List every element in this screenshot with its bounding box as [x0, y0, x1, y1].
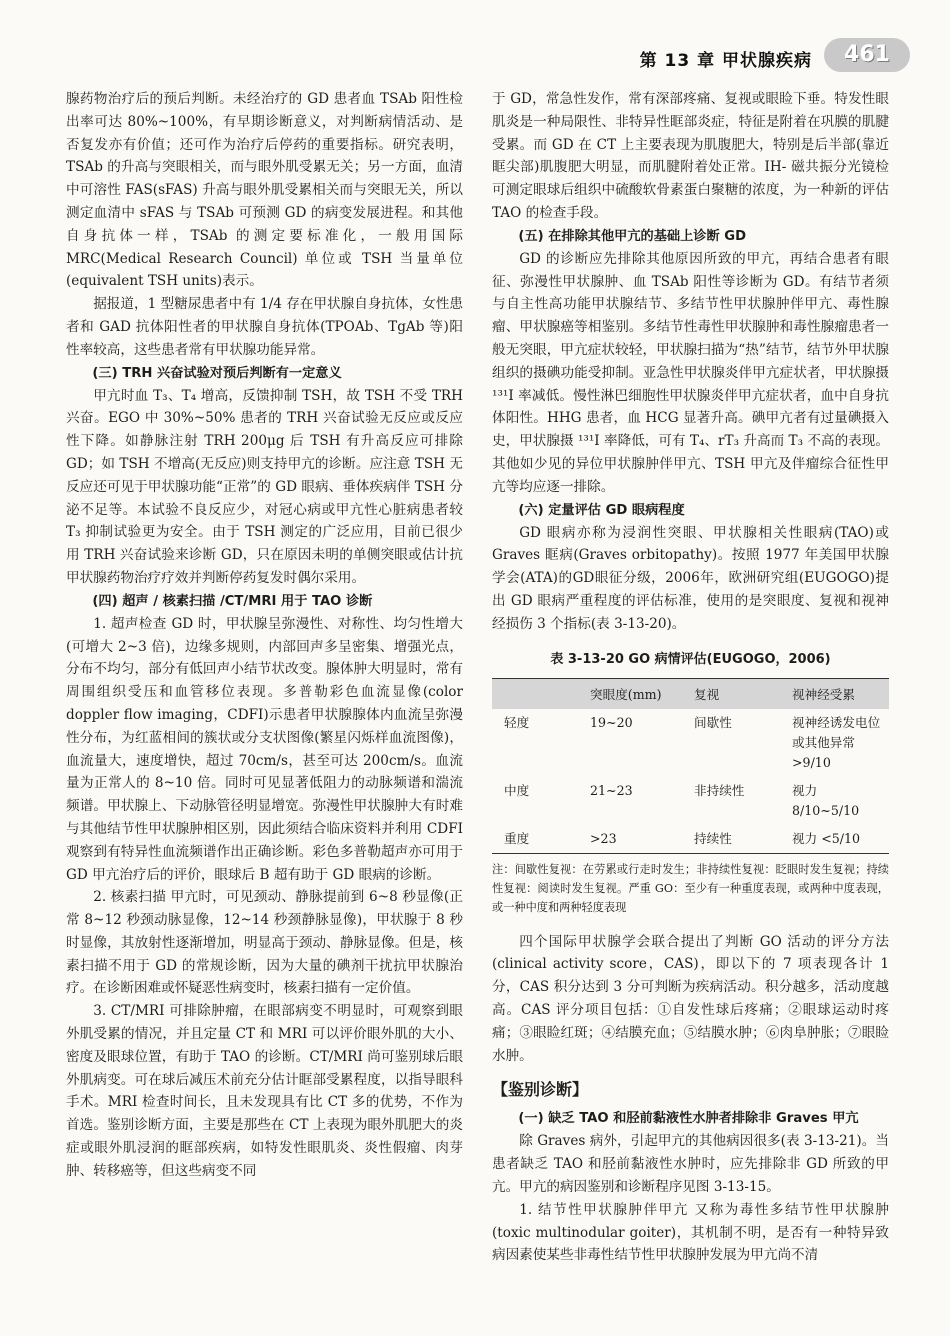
table-cell: 19~20: [590, 714, 633, 730]
left-column: [66, 88, 463, 1183]
table-cell: 轻度: [504, 714, 530, 730]
table-cell: >23: [586, 825, 690, 854]
table-cell: 非持续性: [694, 782, 745, 798]
paragraph: GD 的诊断应先排除其他原因所致的甲亢，再结合患者有眼征、弥漫性甲状腺肿、血 TSAb 阳性等诊断为 GD。有结节者须与自主性高功能甲状腺结节、多结节性甲状腺肿伴甲亢、毒性腺瘤、甲状腺癌等相鉴别。多结节性毒性甲状腺肿和毒性腺瘤患者一般无突眼，甲亢症状较轻，甲状腺扫描为“热”结节，结节外甲状腺组织的摄碘功能受抑制。亚急性甲状腺炎伴甲亢症状者，甲状腺摄 ¹³¹I 率减低。慢性淋巴细胞性甲状腺炎伴甲亢症状者，血中自身抗体阳性。HHG 患者，血 HCG 显著升高。碘甲亢者有过量碘摄入史，甲状腺摄 ¹³¹I 率降低，可有 T₄、rT₃ 升高而 T₃ 不高的表现。其他如少见的异位甲状腺肿伴甲亢、TSH 甲亢及伴瘤综合征性甲亢等均应逐一排除。: [492, 250, 889, 495]
section-heading-gd-diagnosis: (五) 在排除其他甲亢的基础上诊断 GD: [518, 228, 747, 244]
paragraph: 除 Graves 病外，引起甲亢的其他病因很多(表 3-13-21)。当患者缺乏 TAO 和胫前黏液性水肿时，应先排除非 GD 所致的甲亢。甲亢的病因鉴别和诊断程序见图 3-13-15。: [492, 1133, 889, 1195]
subsection-heading: (一) 缺乏 TAO 和胫前黏液性水肿者排除非 Graves 甲亢: [518, 1111, 859, 1127]
table-cell: 视力 8/10~5/10: [792, 782, 860, 818]
table-row: [492, 825, 889, 854]
table-header-cell: [492, 678, 586, 709]
paragraph: 据报道，1 型糖尿患者中有 1/4 存在甲状腺自身抗体，女性患者和 GAD 抗体阳性者的甲状腺自身抗体(TPOAb、TgAb 等)阳性率较高，这些患者常有甲状腺功能异常。: [66, 296, 463, 358]
table-cell: 视力 <5/10: [788, 825, 889, 854]
paragraph: GD 眼病亦称为浸润性突眼、甲状腺相关性眼病(TAO)或 Graves 眶病(Graves orbitopathy)。按照 1977 年美国甲状腺学会(ATA)的GD眼征分级，2006年，欧洲研究组(EUGOGO)提出 GD 眼病严重程度的评估标准，使用的是突眼度、复视和视神经损伤 3 个指标(表 3-13-20)。: [492, 524, 889, 632]
go-assessment-table: [492, 678, 889, 854]
table-cell: 21~23: [590, 782, 633, 798]
table-header-cell: 复视: [694, 687, 720, 703]
table-cell: 持续性: [690, 825, 788, 854]
paragraph-ct-mri: 3. CT/MRI 可排除肿瘤，在眼部病变不明显时，可观察到眼外肌受累的情况，并且定量 CT 和 MRI 可以评价眼外肌的大小、密度及眼球位置，有助于 TAO 的诊断。CT/MRI 尚可鉴别球后眼外肌病变。可在球后减压术前充分估计眶部受累程度，以指导眼科手术。MRI 检查时间长，且未发现具有比 CT 多的优势，不作为首选。鉴别诊断方面，主要是那些在 CT 上表现为眼外肌肥大的炎症或眼外肌浸润的眶部疾病，如特发性眼肌炎、炎性假瘤、肉芽肿、转移癌等，但这些病变不同: [66, 1003, 463, 1179]
section-heading-go-assessment: (六) 定量评估 GD 眼病程度: [518, 502, 685, 518]
table-row: [492, 777, 889, 825]
page-header: [600, 38, 910, 74]
table-cell: 视神经诱发电位或其他异常 >9/10: [792, 714, 881, 770]
table-note: 注：间歇性复视：在劳累或行走时发生；非持续性复视：眨眼时发生复视；持续性复视：阅读时发生复视。严重 GO：至少有一种重度表现，或两种中度表现，或一种中度和两种轻度表现: [492, 862, 889, 914]
paragraph-cas: 四个国际甲状腺学会联合提出了判断 GO 活动的评分方法(clinical activity score，CAS)，即以下的 7 项表现各计 1 分，CAS 积分达到 3 分可判断为疾病活动。积分越多，活动度越高。CAS 评分项目包括：①自发性球后疼痛；②眼球运动时疼痛；③眼睑红斑；④结膜充血；⑤结膜水肿；⑥肉阜肿胀；⑦眼睑水肿。: [492, 933, 889, 1064]
right-column: [492, 88, 889, 1267]
paragraph-ultrasound: 1. 超声检查 GD 时，甲状腺呈弥漫性、对称性、均匀性增大(可增大 2~3 倍)，边缘多规则，内部回声多呈密集、增强光点，分布不均匀，部分有低回声小结节状改变。腺体肿大明显时，常有周围组织受压和血管移位表现。多普勒彩色血流显像(color doppler flow imaging，CDFI)示患者甲状腺腺体内血流呈弥漫性分布，为红蓝相间的簇状或分支状图像(繁星闪烁样血流图像)，血流量大，速度增快，超过 70cm/s，甚至可达 200cm/s。血流量为正常人的 8~10 倍。同时可见显著低阻力的动脉频谱和湍流频谱。甲状腺上、下动脉管径明显增宽。弥漫性甲状腺肿大有时难与其他结节性甲状腺肿相区别，因此须结合临床资料并利用 CDFI 观察到有特异性血流频谱作出正确诊断。彩色多普勒超声亦可用于 GD 甲亢治疗后的评价，眼球后 B 超有助于 GD 眼病的诊断。: [66, 615, 463, 883]
table-cell: 间歇性: [694, 714, 732, 730]
chapter-title: 第 13 章 甲状腺疾病: [639, 51, 812, 71]
section-heading-trh: (三) TRH 兴奋试验对预后判断有一定意义: [92, 365, 342, 381]
paragraph: 1. 结节性甲状腺肿伴甲亢 又称为毒性多结节性甲状腺肿(toxic multinodular goiter)，其机制不明，是否有一种特异致病因素使某些非毒性结节性甲状腺肿发展为甲亢尚不清: [492, 1201, 889, 1264]
page-number: 461: [824, 38, 910, 72]
paragraph-nuclide-scan: 2. 核素扫描 甲亢时，可见颈动、静脉提前到 6~8 秒显像(正常 8~12 秒颈动脉显像，12~14 秒颈静脉显像)，甲状腺于 8 秒时显像，其放射性逐渐增加，明显高于颈动、静脉显像。但是，核素扫描不用于 GD 的常规诊断，因为大量的碘剂干扰抗甲状腺治疗。在诊断困难或怀疑恶性病变时，核素扫描有一定价值。: [66, 889, 463, 997]
table-header-row: [492, 678, 889, 709]
table-row: [492, 709, 889, 777]
table-cell: 重度: [492, 825, 586, 854]
paragraph: 腺药物治疗后的预后判断。未经治疗的 GD 患者血 TSAb 阳性检出率可达 80%~100%，有早期诊断意义，对判断病情活动、是否复发亦有价值；还可作为治疗后停药的重要指标。研究表明，TSAb 的升高与突眼相关，而与眼外肌受累无关；另一方面，血清中可溶性 FAS(sFAS) 升高与眼外肌受累相关而与突眼无关，所以测定血清中 sFAS 与 TSAb 可预测 GD 的病变发展进程。和其他自身抗体一样，TSAb 的测定要标准化，一般用国际 MRC(Medical Research Council) 单位或 TSH 当量单位(equivalent TSH units)表示。: [66, 91, 463, 290]
table-caption: 表 3-13-20 GO 病情评估(EUGOGO，2006): [550, 651, 831, 667]
paragraph: 于 GD，常急性发作，常有深部疼痛、复视或眼睑下垂。特发性眼肌炎是一种局限性、非特异性眶部炎症，特征是附着在巩膜的肌腱受累。而 GD 在 CT 上主要表现为肌腹肥大，特别是后半部(靠近眶尖部)肌腹肥大明显，而肌腱附着处正常。IH- 磁共振分光镜检可测定眼球后组织中硫酸软骨素蛋白聚糖的浓度，为一种新的评估 TAO 的检查手段。: [492, 91, 889, 221]
paragraph: 甲亢时血 T₃、T₄ 增高，反馈抑制 TSH，故 TSH 不受 TRH 兴奋。EGO 中 30%~50% 患者的 TRH 兴奋试验无反应或反应性下降。如静脉注射 TRH 200μg 后 TSH 有升高反应可排除 GD；如 TSH 不增高(无反应)则支持甲亢的诊断。应注意 TSH 无反应还可见于甲状腺功能“正常”的 GD 眼病、垂体疾病伴 TSH 分泌不足等。本试验不良反应少，对冠心病或甲亢性心脏病患者较 T₃ 抑制试验更为安全。由于 TSH 测定的广泛应用，目前已很少用 TRH 兴奋试验来诊断 GD，只在原因未明的单侧突眼或估计抗甲状腺药物治疗疗效并判断停药复发时偶尔采用。: [66, 387, 463, 586]
table-header-cell: 突眼度(mm): [590, 687, 662, 703]
table-cell: 中度: [504, 782, 530, 798]
section-heading-imaging: (四) 超声 / 核素扫描 /CT/MRI 用于 TAO 诊断: [92, 593, 373, 609]
table-header-cell: 视神经受累: [792, 687, 855, 703]
section-heading-differential: 【鉴别诊断】: [492, 1080, 589, 1100]
